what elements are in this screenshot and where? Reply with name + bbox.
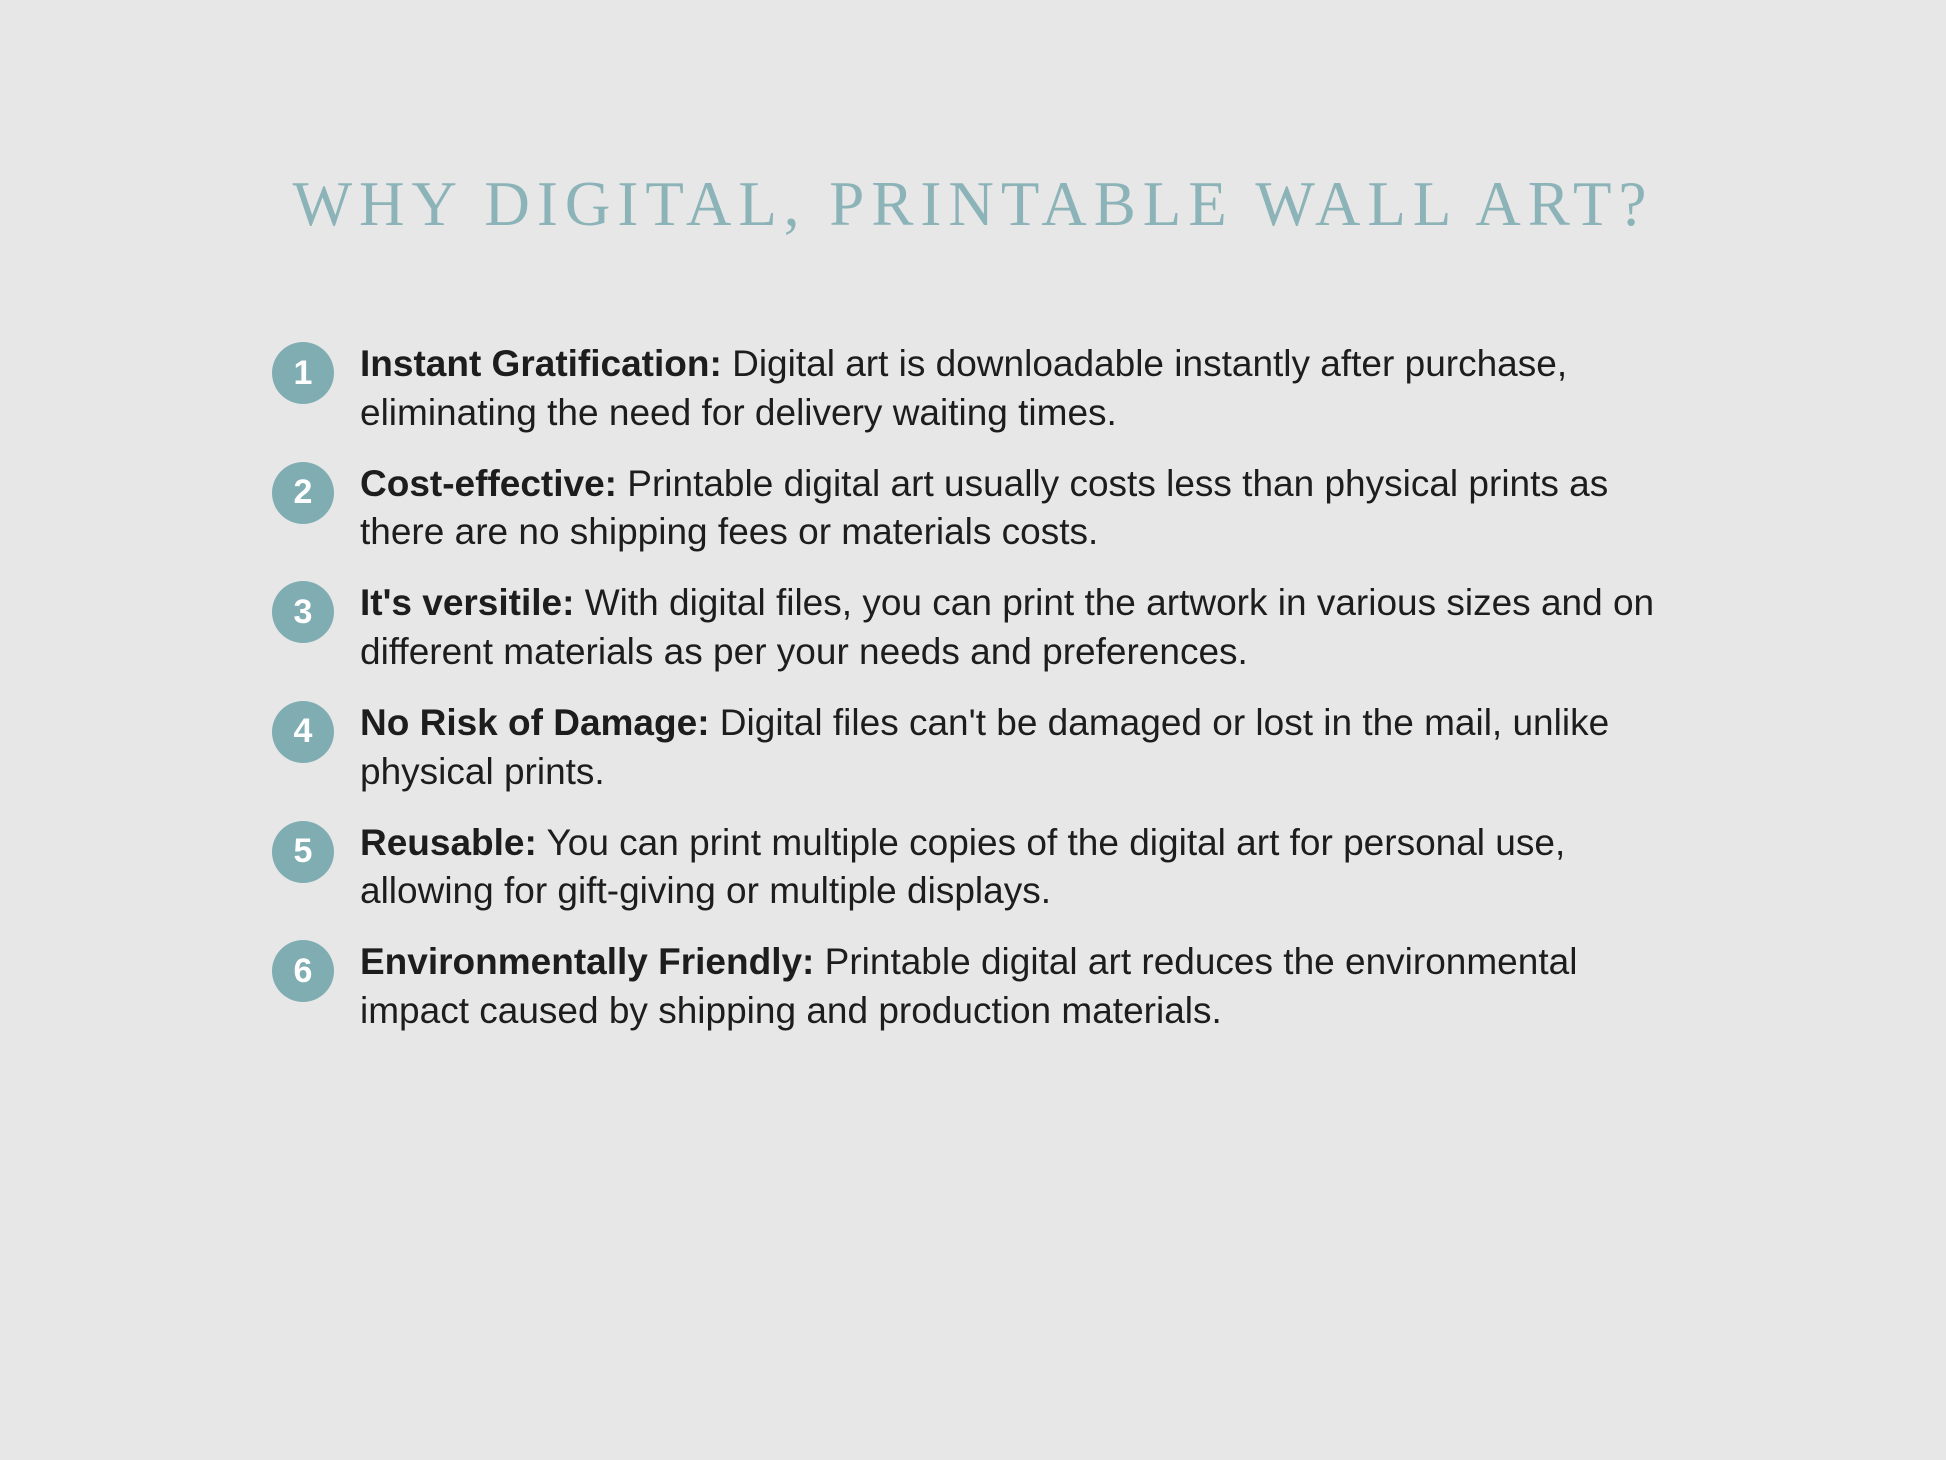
list-item: [272, 938, 1692, 1036]
list-item-body: You can print multiple copies of the digital art for personal use, allowing for gift-giving or multiple displays.: [360, 821, 1566, 912]
list-item-number-badge: 4: [272, 701, 334, 763]
list-item: [272, 340, 1692, 438]
list-item-number-badge: 3: [272, 581, 334, 643]
list-item-number-badge: 2: [272, 462, 334, 524]
list-item-text: [360, 579, 1670, 677]
list-item-body: Printable digital art reduces the environmental impact caused by shipping and production materials.: [360, 941, 1578, 1032]
list-item-lead: Reusable:: [360, 821, 537, 863]
list-item-text: [360, 699, 1670, 797]
list-item-text: [360, 340, 1670, 438]
list-item-lead: Cost-effective:: [360, 462, 617, 504]
list-item-text: [360, 819, 1670, 917]
list-item-lead: It's versitile:: [360, 582, 575, 624]
list-item-lead: Instant Gratification:: [360, 343, 722, 384]
page-title: WHY DIGITAL, PRINTABLE WALL ART?: [292, 169, 1654, 239]
list-item-body: With digital files, you can print the artwork in various sizes and on different materials as per your needs and preferences.: [360, 582, 1655, 673]
list-item: [272, 579, 1692, 677]
list-item: [272, 699, 1692, 797]
list-item-body: Digital files can't be damaged or lost in the mail, unlike physical prints.: [360, 701, 1610, 792]
list-item-text: [360, 460, 1670, 558]
list-item-text: [360, 938, 1670, 1036]
list-item: [272, 460, 1692, 558]
list-item-body: Digital art is downloadable instantly after purchase, eliminating the need for delivery waiting times.: [360, 343, 1568, 433]
benefits-list: [272, 340, 1692, 1058]
list-item: [272, 819, 1692, 917]
list-item-number-badge: 6: [272, 940, 334, 1002]
list-item-body: Printable digital art usually costs less than physical prints as there are no shipping fees or materials costs.: [360, 462, 1609, 553]
list-item-number-badge: 5: [272, 821, 334, 883]
list-item-lead: No Risk of Damage:: [360, 701, 710, 743]
list-item-lead: Environmentally Friendly:: [360, 941, 815, 983]
list-item-number-badge: 1: [272, 342, 334, 404]
